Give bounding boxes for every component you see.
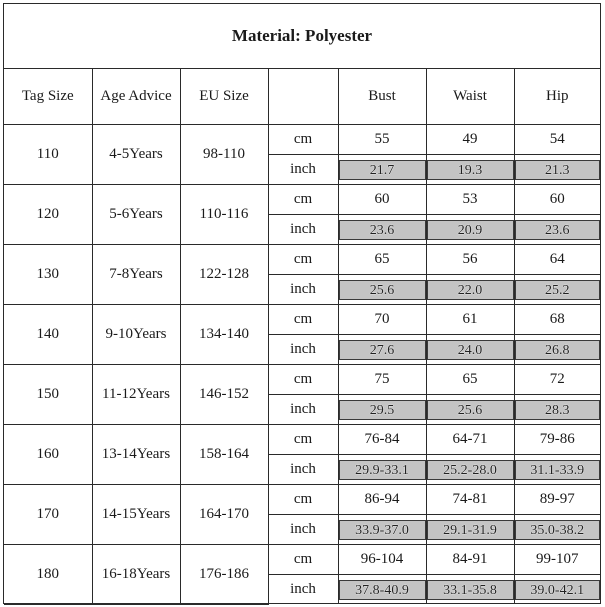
waist-inch-value: 24.0: [427, 340, 514, 360]
age-advice-cell: 4-5Years: [92, 125, 180, 185]
bust-cm-value: 55: [338, 125, 426, 155]
waist-cm-value: 65: [426, 365, 514, 395]
tag-size-cell: 120: [4, 185, 92, 245]
waist-inch-value: 33.1-35.8: [427, 580, 514, 600]
bust-inch-cell: [338, 335, 426, 365]
age-advice-cell: 16-18Years: [92, 545, 180, 605]
size-row-cm: [4, 545, 600, 575]
unit-inch-label: inch: [268, 455, 338, 485]
unit-cm-label: cm: [268, 185, 338, 215]
hip-inch-cell: [514, 455, 600, 485]
age-advice-cell: 11-12Years: [92, 365, 180, 425]
tag-size-cell: 160: [4, 425, 92, 485]
header-row: [4, 69, 600, 125]
hip-cm-value: 60: [514, 185, 600, 215]
unit-inch-label: inch: [268, 575, 338, 605]
eu-size-cell: 158-164: [180, 425, 268, 485]
tag-size-cell: 110: [4, 125, 92, 185]
hip-inch-value: 35.0-38.2: [515, 520, 601, 540]
hip-inch-cell: [514, 275, 600, 305]
header-eu-size: EU Size: [180, 69, 268, 125]
unit-cm-label: cm: [268, 425, 338, 455]
bust-inch-cell: [338, 155, 426, 185]
waist-inch-cell: [426, 575, 514, 605]
tag-size-cell: 170: [4, 485, 92, 545]
hip-cm-value: 99-107: [514, 545, 600, 575]
waist-inch-value: 19.3: [427, 160, 514, 180]
waist-inch-value: 20.9: [427, 220, 514, 240]
size-row-cm: [4, 425, 600, 455]
bust-inch-value: 23.6: [339, 220, 426, 240]
hip-inch-cell: [514, 395, 600, 425]
bust-inch-cell: [338, 575, 426, 605]
unit-inch-label: inch: [268, 155, 338, 185]
hip-inch-value: 39.0-42.1: [515, 580, 601, 600]
waist-inch-value: 25.6: [427, 400, 514, 420]
hip-inch-cell: [514, 515, 600, 545]
hip-cm-value: 72: [514, 365, 600, 395]
hip-cm-value: 64: [514, 245, 600, 275]
bust-inch-cell: [338, 215, 426, 245]
header-tag-size: Tag Size: [4, 69, 92, 125]
hip-inch-cell: [514, 575, 600, 605]
unit-inch-label: inch: [268, 515, 338, 545]
size-row-cm: [4, 305, 600, 335]
eu-size-cell: 146-152: [180, 365, 268, 425]
bust-inch-value: 21.7: [339, 160, 426, 180]
hip-inch-value: 31.1-33.9: [515, 460, 601, 480]
age-advice-cell: 9-10Years: [92, 305, 180, 365]
bust-inch-cell: [338, 395, 426, 425]
waist-cm-value: 49: [426, 125, 514, 155]
hip-inch-value: 23.6: [515, 220, 601, 240]
header-age-advice: Age Advice: [92, 69, 180, 125]
bust-cm-value: 96-104: [338, 545, 426, 575]
waist-cm-value: 64-71: [426, 425, 514, 455]
unit-cm-label: cm: [268, 485, 338, 515]
bust-inch-value: 29.9-33.1: [339, 460, 426, 480]
hip-inch-value: 21.3: [515, 160, 601, 180]
age-advice-cell: 13-14Years: [92, 425, 180, 485]
waist-inch-cell: [426, 455, 514, 485]
tag-size-cell: 180: [4, 545, 92, 605]
hip-cm-value: 89-97: [514, 485, 600, 515]
unit-inch-label: inch: [268, 275, 338, 305]
bust-cm-value: 75: [338, 365, 426, 395]
bust-inch-cell: [338, 515, 426, 545]
bust-inch-value: 25.6: [339, 280, 426, 300]
waist-cm-value: 84-91: [426, 545, 514, 575]
bust-cm-value: 65: [338, 245, 426, 275]
age-advice-cell: 14-15Years: [92, 485, 180, 545]
unit-cm-label: cm: [268, 305, 338, 335]
bust-inch-value: 37.8-40.9: [339, 580, 426, 600]
size-row-cm: [4, 125, 600, 155]
unit-cm-label: cm: [268, 365, 338, 395]
eu-size-cell: 176-186: [180, 545, 268, 605]
unit-cm-label: cm: [268, 125, 338, 155]
bust-cm-value: 86-94: [338, 485, 426, 515]
bust-cm-value: 76-84: [338, 425, 426, 455]
hip-inch-value: 25.2: [515, 280, 601, 300]
waist-inch-cell: [426, 515, 514, 545]
age-advice-cell: 7-8Years: [92, 245, 180, 305]
unit-cm-label: cm: [268, 545, 338, 575]
bust-inch-value: 29.5: [339, 400, 426, 420]
waist-inch-cell: [426, 215, 514, 245]
waist-inch-value: 22.0: [427, 280, 514, 300]
hip-inch-value: 28.3: [515, 400, 601, 420]
hip-inch-cell: [514, 155, 600, 185]
waist-inch-cell: [426, 395, 514, 425]
hip-inch-cell: [514, 215, 600, 245]
hip-inch-cell: [514, 335, 600, 365]
header-hip: Hip: [514, 69, 600, 125]
header-bust: Bust: [338, 69, 426, 125]
waist-cm-value: 61: [426, 305, 514, 335]
waist-cm-value: 56: [426, 245, 514, 275]
hip-cm-value: 68: [514, 305, 600, 335]
size-row-cm: [4, 365, 600, 395]
bust-inch-cell: [338, 455, 426, 485]
eu-size-cell: 164-170: [180, 485, 268, 545]
bust-cm-value: 70: [338, 305, 426, 335]
unit-inch-label: inch: [268, 215, 338, 245]
eu-size-cell: 134-140: [180, 305, 268, 365]
unit-inch-label: inch: [268, 395, 338, 425]
bust-inch-value: 33.9-37.0: [339, 520, 426, 540]
size-row-cm: [4, 245, 600, 275]
eu-size-cell: 110-116: [180, 185, 268, 245]
waist-cm-value: 53: [426, 185, 514, 215]
waist-inch-cell: [426, 275, 514, 305]
hip-cm-value: 79-86: [514, 425, 600, 455]
size-row-cm: [4, 185, 600, 215]
bust-inch-cell: [338, 275, 426, 305]
chart-title: Material: Polyester: [4, 4, 600, 69]
eu-size-cell: 98-110: [180, 125, 268, 185]
waist-inch-value: 29.1-31.9: [427, 520, 514, 540]
bust-cm-value: 60: [338, 185, 426, 215]
bust-inch-value: 27.6: [339, 340, 426, 360]
unit-inch-label: inch: [268, 335, 338, 365]
waist-cm-value: 74-81: [426, 485, 514, 515]
hip-inch-value: 26.8: [515, 340, 601, 360]
waist-inch-value: 25.2-28.0: [427, 460, 514, 480]
size-chart: [3, 3, 601, 604]
waist-inch-cell: [426, 335, 514, 365]
unit-cm-label: cm: [268, 245, 338, 275]
waist-inch-cell: [426, 155, 514, 185]
eu-size-cell: 122-128: [180, 245, 268, 305]
hip-cm-value: 54: [514, 125, 600, 155]
size-row-cm: [4, 485, 600, 515]
header-waist: Waist: [426, 69, 514, 125]
header-unit: [268, 69, 338, 125]
tag-size-cell: 140: [4, 305, 92, 365]
size-table: [4, 69, 600, 605]
tag-size-cell: 130: [4, 245, 92, 305]
tag-size-cell: 150: [4, 365, 92, 425]
age-advice-cell: 5-6Years: [92, 185, 180, 245]
